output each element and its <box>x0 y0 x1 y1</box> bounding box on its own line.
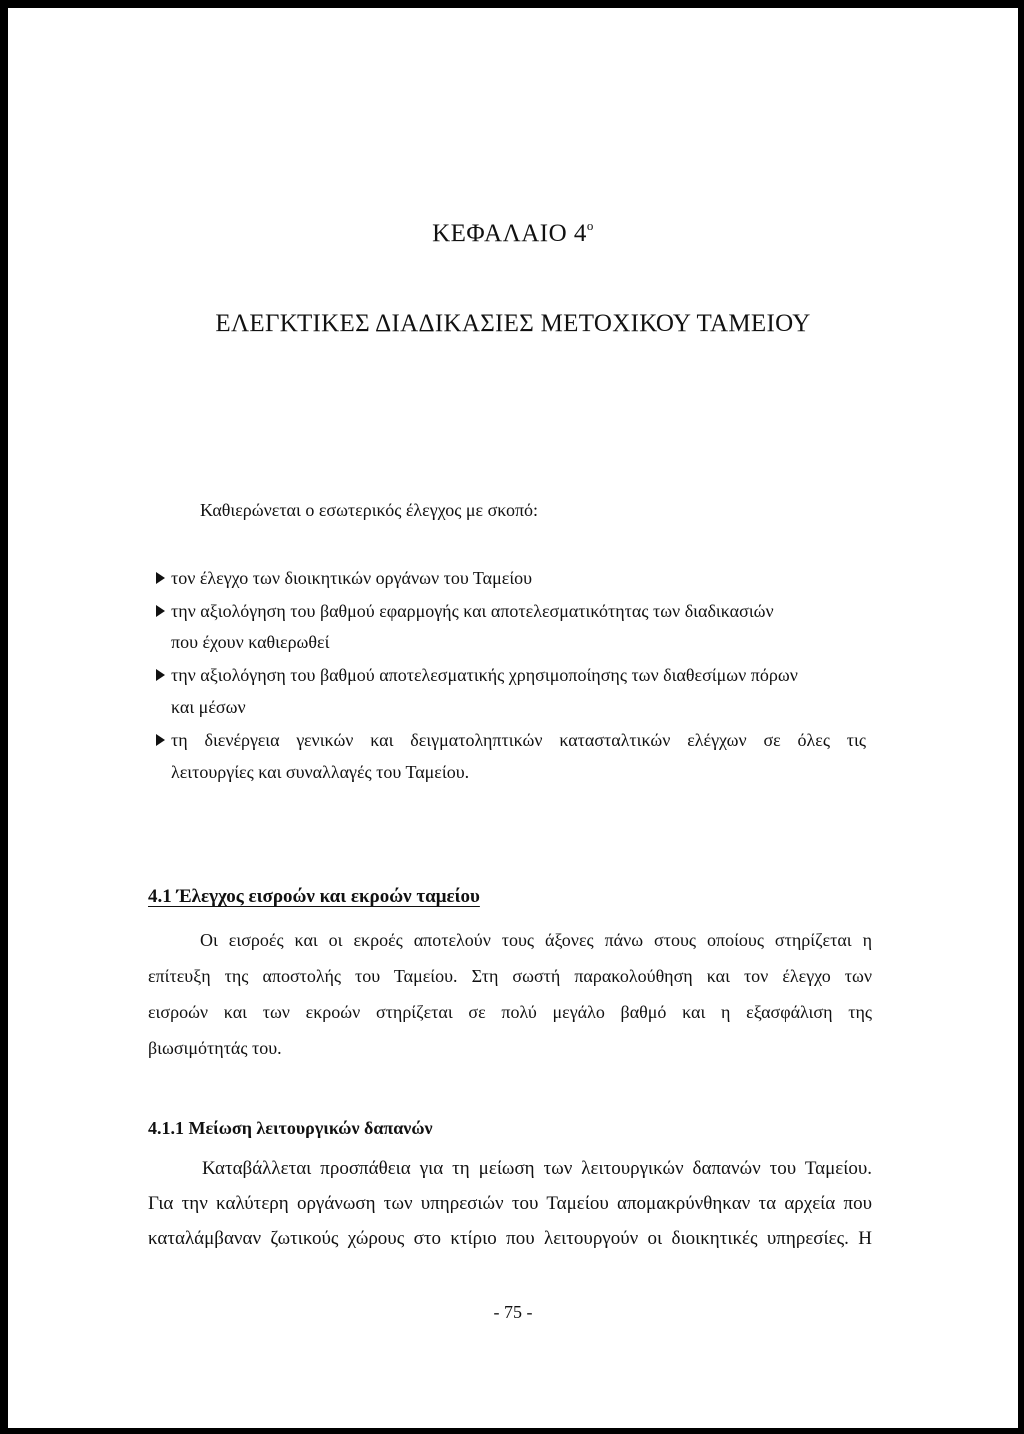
paragraph-line: καταλάμβαναν ζωτικούς χώρους στο κτίριο που λειτουργούν οι διοικητικές υπηρεσίες. Η <box>148 1228 872 1249</box>
bullet-continuation: και μέσων <box>171 697 246 717</box>
paragraph-line: βιωσιμότητάς του. <box>148 1038 282 1058</box>
chapter-label: ΚΕΦΑΛΑΙΟ 4 <box>432 220 587 247</box>
chapter-heading <box>8 220 1018 248</box>
arrow-bullet-icon <box>156 572 165 584</box>
chapter-title: ΕΛΕΓΚΤΙΚΕΣ ΔΙΑΔΙΚΑΣΙΕΣ ΜΕΤΟΧΙΚΟΥ ΤΑΜΕΙΟΥ <box>215 310 811 337</box>
document-page <box>8 8 1018 1428</box>
chapter-ordinal: ο <box>586 218 594 233</box>
section-heading-4-1-1: 4.1.1 Μείωση λειτουργικών δαπανών <box>148 1118 433 1138</box>
paragraph-line: Καταβάλλεται προσπάθεια για τη μείωση των λειτουργικών δαπανών του Ταμείου. <box>202 1158 872 1179</box>
paragraph-line: Οι εισροές και οι εκροές αποτελούν τους άξονες πάνω στους οποίους στηρίζεται η <box>200 930 872 950</box>
bullet-item-4 <box>156 730 866 751</box>
bullet-text: την αξιολόγηση του βαθμού εφαρμογής και αποτελεσματικότητας των διαδικασιών <box>171 601 774 621</box>
page-number: - 75 - <box>493 1302 533 1322</box>
bullet-continuation: που έχουν καθιερωθεί <box>171 632 330 652</box>
bullet-item-1 <box>156 568 532 589</box>
paragraph-line: εισροών και των εκροών στηρίζεται σε πολύ μεγάλο βαθμό και η εξασφάλιση της <box>148 1002 872 1022</box>
bullet-continuation: λειτουργίες και συναλλαγές του Ταμείου. <box>171 762 470 782</box>
bullet-text: τη διενέργεια γενικών και δειγματοληπτικών κατασταλτικών ελέγχων σε όλες τις <box>171 730 866 750</box>
arrow-bullet-icon <box>156 605 165 617</box>
bullet-item-2 <box>156 601 774 622</box>
paragraph-line: επίτευξη της αποστολής του Ταμείου. Στη σωστή παρακολούθηση και τον έλεγχο των <box>148 966 872 986</box>
arrow-bullet-icon <box>156 669 165 681</box>
bullet-text: την αξιολόγηση του βαθμού αποτελεσματικής χρησιμοποίησης των διαθεσίμων πόρων <box>171 665 798 685</box>
arrow-bullet-icon <box>156 734 165 746</box>
section-heading-4-1: 4.1 Έλεγχος εισροών και εκροών ταμείου <box>148 886 480 907</box>
paragraph-line: Για την καλύτερη οργάνωση των υπηρεσιών του Ταμείου απομακρύνθηκαν τα αρχεία που <box>148 1193 872 1214</box>
intro-text: Καθιερώνεται ο εσωτερικός έλεγχος με σκοπό: <box>200 500 539 520</box>
bullet-item-3 <box>156 665 798 686</box>
bullet-text: τον έλεγχο των διοικητικών οργάνων του Ταμείου <box>171 568 533 588</box>
